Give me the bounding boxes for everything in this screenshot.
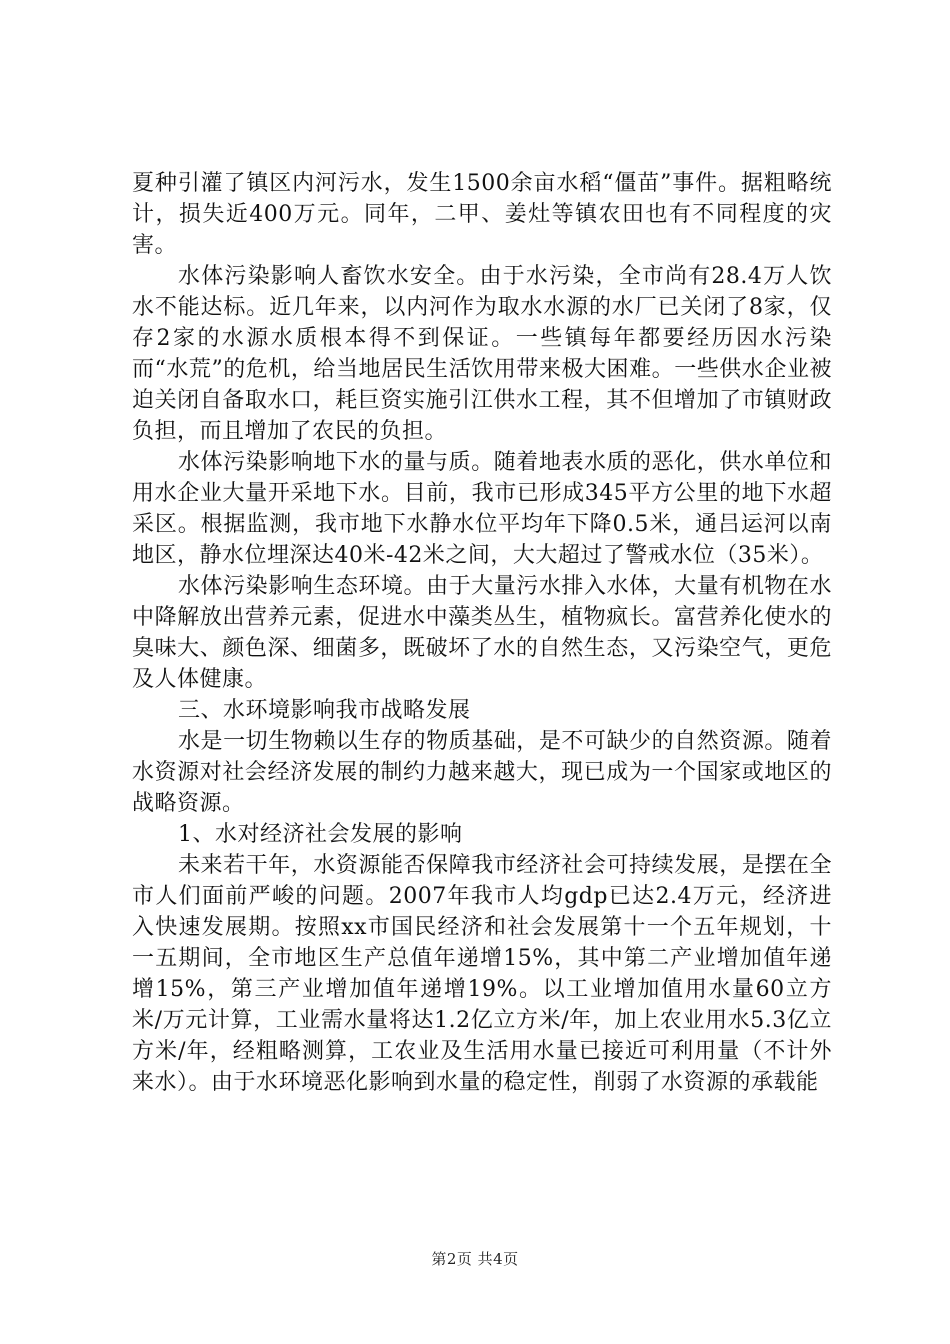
- paragraph-economic-impact: 未来若干年，水资源能否保障我市经济社会可持续发展，是摆在全市人们面前严峻的问题。2007年我市人均gdp已达2.4万元，经济进入快速发展期。按照xx市国民经济和社会发展第十一个五年规划，十一五期间，全市地区生产总值年递增15%，其中第二产业增加值年递增15%，第三产业增加值年递增19%。以工业增加值用水量60立方米/万元计算，工业需水量将达1.2亿立方米/年，加上农业用水5.3亿立方米/年，经粗略测算，工农业及生活用水量已接近可利用量（不计外来水）。由于水环境恶化影响到水量的稳定性，削弱了水资源的承载能: [132, 853, 832, 1095]
- section-heading-strategic-development: 三、水环境影响我市战略发展: [178, 698, 471, 723]
- subsection-heading-economic-impact: 1、水对经济社会发展的影响: [178, 822, 463, 847]
- paragraph-ecology: 水体污染影响生态环境。由于大量污水排入水体，大量有机物在水中降解放出营养元素，促进水中藻类丛生，植物疯长。富营养化使水的臭味大、颜色深、细菌多，既破坏了水的自然生态，又污染空气，更危及人体健康。: [132, 574, 832, 692]
- paragraph-water-resources: 水是一切生物赖以生存的物质基础，是不可缺少的自然资源。随着水资源对社会经济发展的制约力越来越大，现已成为一个国家或地区的战略资源。: [132, 729, 832, 816]
- paragraph-drinking-water: 水体污染影响人畜饮水安全。由于水污染，全市尚有28.4万人饮水不能达标。近几年来，以内河作为取水水源的水厂已关闭了8家，仅存2家的水源水质根本得不到保证。一些镇每年都要经历因水污染而“水荒”的危机，给当地居民生活饮用带来极大困难。一些供水企业被迫关闭自备取水口，耗巨资实施引江供水工程，其不但增加了市镇财政负担，而且增加了农民的负担。: [132, 264, 832, 444]
- paragraph-groundwater: 水体污染影响地下水的量与质。随着地表水质的恶化，供水单位和用水企业大量开采地下水。目前，我市已形成345平方公里的地下水超采区。根据监测，我市地下水静水位平均年下降0.5米，通吕运河以南地区，静水位埋深达40米-42米之间，大大超过了警戒水位（35米）。: [132, 450, 832, 568]
- paragraph-continuation: 夏种引灌了镇区内河污水，发生1500余亩水稻“僵苗”事件。据粗略统计，损失近400万元。同年，二甲、姜灶等镇农田也有不同程度的灾害。: [132, 171, 832, 258]
- page-number-footer: 第2页 共4页: [431, 1250, 519, 1268]
- document-body: [132, 168, 832, 1098]
